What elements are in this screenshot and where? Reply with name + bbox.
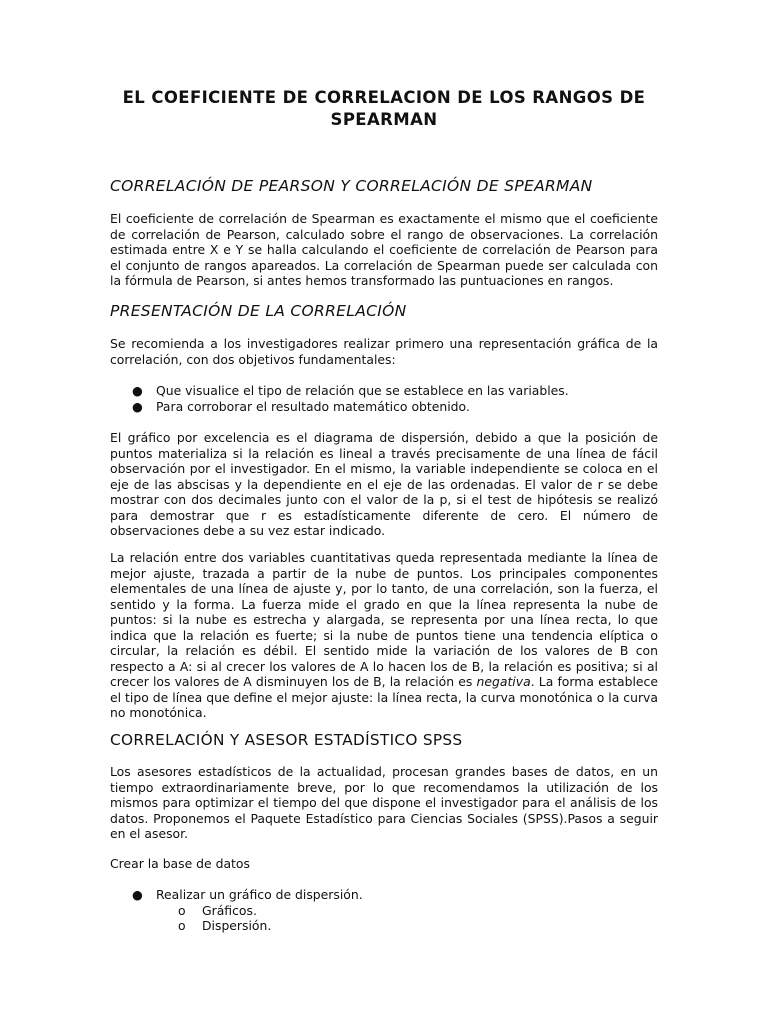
- paragraph-spearman-definition: El coeficiente de correlación de Spearman es exactamente el mismo que el coeficiente de correlación de Pearson, calculado sobre el rango de observaciones. La correlación estimada entre X e Y se halla calculando el coeficiente de correlación de Pearson para el conjunto de rangos apareados. La correlación de Spearman puede ser calculada con la fórmula de Pearson, si antes hemos transformado las puntuaciones en rangos.: [110, 211, 658, 288]
- list-item-text: Realizar un gráfico de dispersión.: [156, 887, 363, 902]
- paragraph-recomendacion: Se recomienda a los investigadores realizar primero una representación gráfica de la correlación, con dos objetivos fundamentales:: [110, 336, 658, 367]
- section-heading-presentacion: PRESENTACIÓN DE LA CORRELACIÓN: [110, 302, 407, 320]
- list-item-text: Para corroborar el resultado matemático obtenido.: [156, 398, 470, 414]
- bullet-icon: ●: [132, 398, 143, 414]
- italic-term: negativa: [476, 674, 531, 689]
- list-item: [110, 887, 658, 934]
- paragraph-text-part: La relación entre dos variables cuantitativas queda representada mediante la línea de mejor ajuste, trazada a partir de la nube de puntos. Los principales componentes elementales de una línea de ajuste y, por lo tanto, de una correlación, son la fuerza, el sentido y la forma. La fuerza mide el grado en que la línea representa la nube de puntos: si la nube es estrecha y alargada, se representa por una línea recta, lo que indica que la relación es fuerte; si la nube de puntos tiene una tendencia elíptica o circular, la relación es débil. El sentido mide la variación de los valores de B con respecto a A: si al crecer los valores de A lo hacen los de B, la relación es positiva; si al crecer los valores de A disminuyen los de B, la relación es: [110, 550, 658, 689]
- sub-list: [156, 903, 658, 934]
- bullet-icon: ●: [132, 383, 143, 398]
- list-item: [110, 383, 658, 399]
- sub-list-item: [156, 903, 658, 919]
- list-item: [110, 399, 658, 415]
- sub-list-item-text: Dispersión.: [202, 918, 272, 933]
- sub-list-item-text: Gráficos.: [202, 902, 257, 918]
- paragraph-diagrama-dispersion: El gráfico por excelencia es el diagrama de dispersión, debido a que la posición de puntos materializa si la relación es lineal a través precisamente de una línea de fácil observación por el investigador. En el mismo, la variable independiente se coloca en el eje de las abscisas y la dependiente en el eje de las ordenadas. El valor de r se debe mostrar con dos decimales junto con el valor de la p, si el test de hipótesis se realizó para demostrar que r es estadísticamente diferente de cero. El número de observaciones debe a su vez estar indicado.: [110, 430, 658, 538]
- section-heading-pearson-spearman: CORRELACIÓN DE PEARSON Y CORRELACIÓN DE SPEARMAN: [110, 177, 593, 195]
- list-item-text: Que visualice el tipo de relación que se establece en las variables.: [156, 383, 569, 398]
- circle-bullet-icon: o: [178, 918, 186, 933]
- paragraph-linea-ajuste: [110, 550, 658, 721]
- sub-list-item: [156, 918, 658, 934]
- bullet-icon: ●: [132, 887, 143, 902]
- paragraph-text-part: . La forma establece el tipo de línea que define el mejor ajuste: la línea recta, la curva monotónica o la curva no monotónica.: [110, 674, 658, 720]
- paragraph-crear-base: Crear la base de datos: [110, 856, 250, 871]
- section-heading-spss: CORRELACIÓN Y ASESOR ESTADÍSTICO SPSS: [110, 731, 463, 749]
- paragraph-asesores: Los asesores estadísticos de la actualidad, procesan grandes bases de datos, en un tiempo extraordinariamente breve, por lo que recomendamos la utilización de los mismos para optimizar el tiempo del que dispone el investigador para el análisis de los datos. Proponemos el Paquete Estadístico para Ciencias Sociales (SPSS).Pasos a seguir en el asesor.: [110, 764, 658, 841]
- document-title: EL COEFICIENTE DE CORRELACION DE LOS RANGOS DE SPEARMAN: [122, 88, 646, 129]
- steps-list: [110, 887, 658, 934]
- circle-bullet-icon: o: [178, 902, 186, 918]
- objectives-list: [110, 383, 658, 414]
